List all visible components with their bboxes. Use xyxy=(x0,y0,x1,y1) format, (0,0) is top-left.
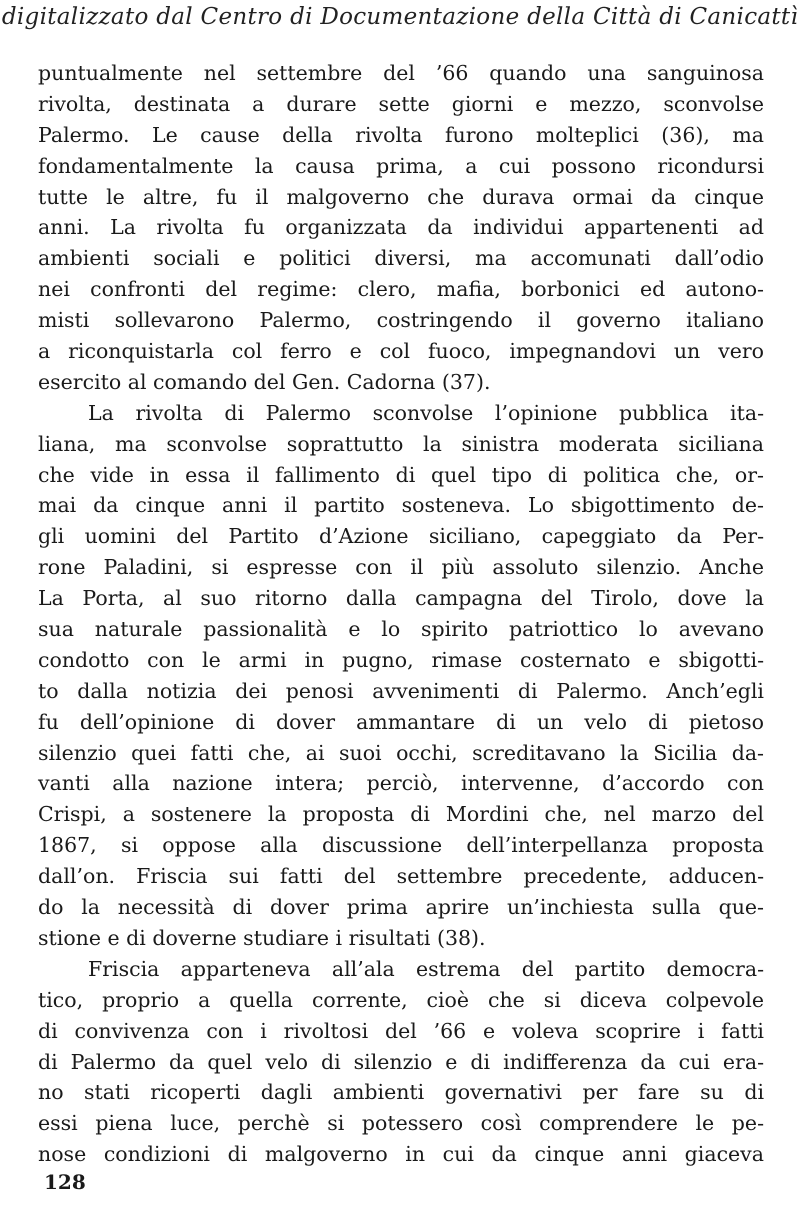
paragraph-2 xyxy=(38,398,764,954)
text-line: esercito al comando del Gen. Cadorna (37). xyxy=(38,369,491,394)
text-line: mai da cinque anni il partito sosteneva. Lo sbigottimento de- xyxy=(38,493,764,518)
page-number: 128 xyxy=(44,1170,86,1194)
text-line: to dalla notizia dei penosi avvenimenti di Palermo. Anch’egli xyxy=(38,678,764,703)
page-body xyxy=(38,58,764,1170)
text-line: do la necessità di dover prima aprire un’inchiesta sulla que- xyxy=(38,895,764,920)
text-line: che vide in essa il fallimento di quel tipo di politica che, or- xyxy=(38,462,764,487)
text-line: di convivenza con i rivoltosi del ’66 e voleva scoprire i fatti xyxy=(38,1018,764,1043)
text-line: Palermo. Le cause della rivolta furono molteplici (36), ma xyxy=(38,122,764,147)
text-line: tico, proprio a quella corrente, cioè che si diceva colpevole xyxy=(38,987,764,1012)
text-line: fondamentalmente la causa prima, a cui possono ricondursi xyxy=(38,153,764,178)
paragraph-1 xyxy=(38,58,764,398)
text-line: nei confronti del regime: clero, mafia, borbonici ed autono- xyxy=(38,277,764,302)
digitization-watermark: digitalizzato dal Centro di Documentazione della Città di Canicattì xyxy=(1,4,799,30)
text-line: stione e di doverne studiare i risultati (38). xyxy=(38,925,486,950)
text-line: anni. La rivolta fu organizzata da individui appartenenti ad xyxy=(38,215,764,240)
text-line: La Porta, al suo ritorno dalla campagna del Tirolo, dove la xyxy=(38,586,764,611)
text-line: tutte le altre, fu il malgoverno che durava ormai da cinque xyxy=(38,184,764,209)
text-line: La rivolta di Palermo sconvolse l’opinione pubblica ita- xyxy=(88,400,764,425)
paragraph-3 xyxy=(38,954,764,1170)
text-line: fu dell’opinione di dover ammantare di un velo di pietoso xyxy=(38,709,764,734)
text-line: dall’on. Friscia sui fatti del settembre precedente, adducen- xyxy=(38,864,764,889)
text-line: nose condizioni di malgoverno in cui da cinque anni giaceva xyxy=(38,1142,764,1167)
text-line: Friscia apparteneva all’ala estrema del partito democra- xyxy=(88,956,764,981)
text-line: essi piena luce, perchè si potessero così comprendere le pe- xyxy=(38,1111,764,1136)
text-line: rone Paladini, si espresse con il più assoluto silenzio. Anche xyxy=(38,555,764,580)
text-line: 1867, si oppose alla discussione dell’interpellanza proposta xyxy=(38,833,764,858)
text-line: gli uomini del Partito d’Azione siciliano, capeggiato da Per- xyxy=(38,524,764,549)
text-line: no stati ricoperti dagli ambienti governativi per fare su di xyxy=(38,1080,764,1105)
text-line: ambienti sociali e politici diversi, ma accomunati dall’odio xyxy=(38,246,764,271)
text-line: rivolta, destinata a durare sette giorni e mezzo, sconvolse xyxy=(38,91,764,116)
text-line: sua naturale passionalità e lo spirito patriottico lo avevano xyxy=(38,617,764,642)
text-line: puntualmente nel settembre del ’66 quando una sanguinosa xyxy=(38,61,764,85)
text-line: a riconquistarla col ferro e col fuoco, impegnandovi un vero xyxy=(38,339,764,364)
text-line: vanti alla nazione intera; perciò, intervenne, d’accordo con xyxy=(38,771,764,796)
text-line: silenzio quei fatti che, ai suoi occhi, screditavano la Sicilia da- xyxy=(38,740,764,765)
text-line: di Palermo da quel velo di silenzio e di indifferenza da cui era- xyxy=(38,1049,764,1074)
text-line: Crispi, a sostenere la proposta di Mordini che, nel marzo del xyxy=(38,802,764,827)
text-line: condotto con le armi in pugno, rimase costernato e sbigotti- xyxy=(38,647,764,672)
text-line: liana, ma sconvolse soprattutto la sinistra moderata siciliana xyxy=(38,431,764,456)
text-line: misti sollevarono Palermo, costringendo il governo italiano xyxy=(38,308,764,333)
